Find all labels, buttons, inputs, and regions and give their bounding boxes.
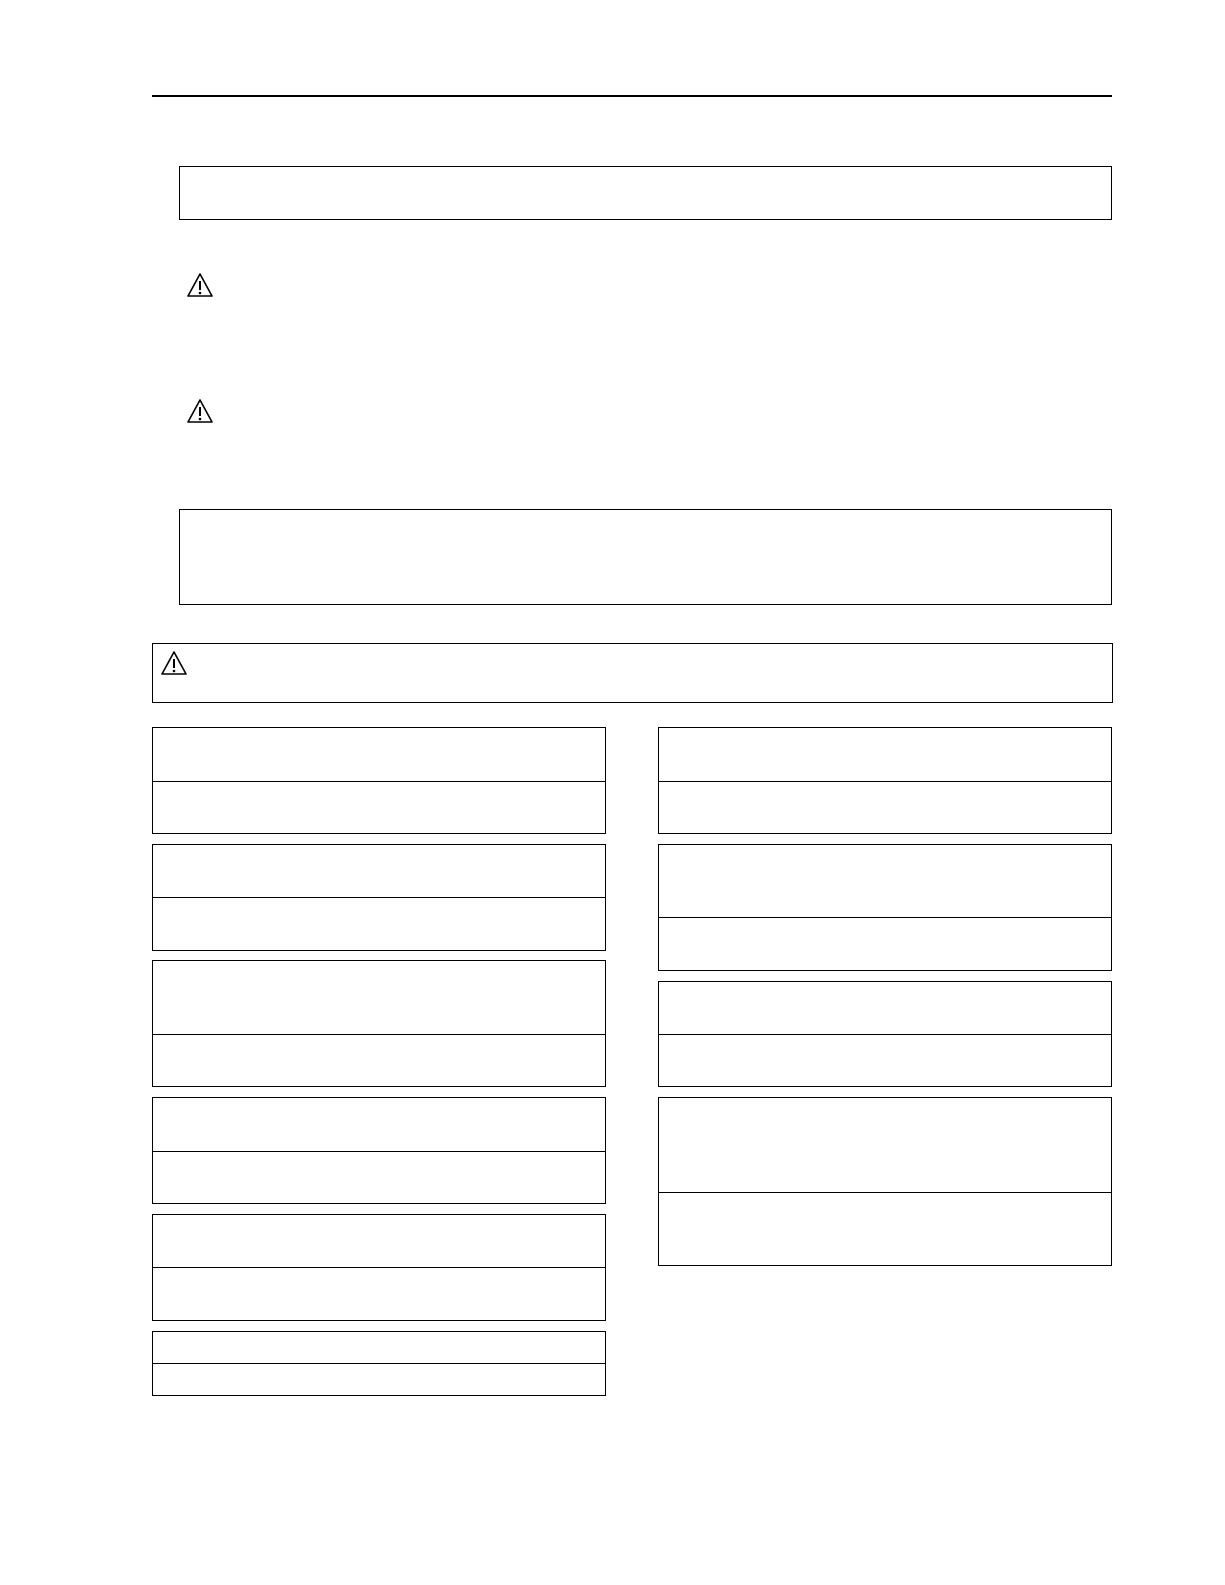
left-item-box-3 — [152, 960, 606, 1087]
left-item-box-5 — [152, 1214, 606, 1321]
right-item-box-2 — [658, 844, 1112, 971]
item-divider — [659, 781, 1111, 782]
item-divider — [153, 1363, 605, 1364]
item-divider — [153, 781, 605, 782]
left-item-box-4 — [152, 1097, 606, 1204]
right-item-box-3 — [658, 981, 1112, 1087]
item-divider — [659, 1192, 1111, 1193]
notice-box-middle — [179, 509, 1112, 605]
warning-triangle-icon — [160, 650, 188, 676]
right-item-box-1 — [658, 727, 1112, 834]
left-item-box-1 — [152, 727, 606, 834]
item-divider — [153, 1267, 605, 1268]
item-divider — [153, 1034, 605, 1035]
item-divider — [659, 917, 1111, 918]
item-divider — [659, 1034, 1111, 1035]
item-divider — [153, 897, 605, 898]
warning-triangle-icon — [186, 398, 214, 424]
header-rule — [152, 95, 1112, 97]
notice-box-top — [179, 166, 1112, 220]
item-divider — [153, 1151, 605, 1152]
warning-header-box — [152, 643, 1113, 703]
left-item-box-6 — [152, 1331, 606, 1396]
right-item-box-4 — [658, 1097, 1112, 1266]
warning-triangle-icon — [186, 272, 214, 298]
left-item-box-2 — [152, 844, 606, 951]
